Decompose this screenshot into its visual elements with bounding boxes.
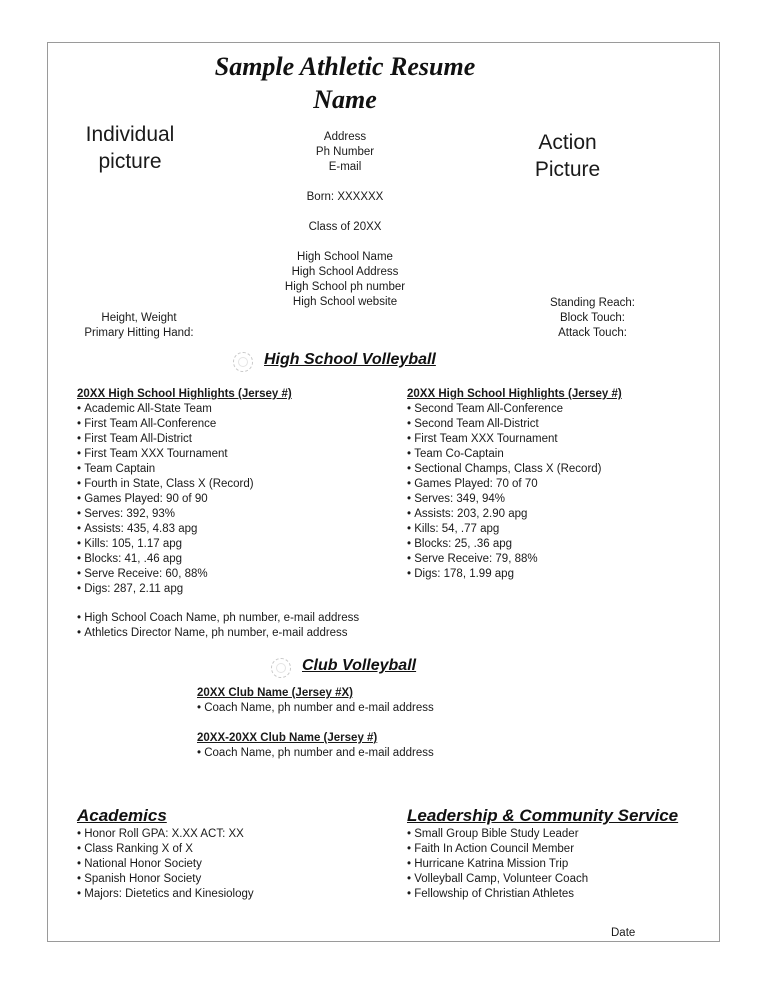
list-item: • Blocks: 41, .46 apg: [77, 552, 292, 567]
individual-picture-placeholder: Individual picture: [85, 123, 175, 173]
list-item: • Kills: 54, .77 apg: [407, 522, 622, 537]
list-item: • First Team XXX Tournament: [407, 432, 622, 447]
list-item: • Digs: 178, 1.99 apg: [407, 567, 622, 582]
list-item: • Spanish Honor Society: [77, 872, 254, 887]
list-item: • Second Team All-District: [407, 417, 622, 432]
list-item: • Games Played: 70 of 70: [407, 477, 622, 492]
list-item: • Sectional Champs, Class X (Record): [407, 462, 622, 477]
list-item: • Second Team All-Conference: [407, 402, 622, 417]
list-item: • Kills: 105, 1.17 apg: [77, 537, 292, 552]
list-item: • Coach Name, ph number and e-mail address: [197, 746, 434, 761]
academics-heading: Academics: [77, 806, 167, 825]
leadership-heading: Leadership & Community Service: [407, 806, 679, 825]
leadership-list: [407, 827, 588, 902]
physical-stats: Height, Weight Primary Hitting Hand:: [84, 312, 194, 339]
volleyball-icon: [271, 658, 291, 678]
list-item: • Serve Receive: 79, 88%: [407, 552, 622, 567]
volleyball-icon: [233, 352, 253, 372]
high-school-volleyball-heading: High School Volleyball: [264, 351, 436, 368]
list-item: • Assists: 435, 4.83 apg: [77, 522, 292, 537]
high-school-highlights-right: [407, 387, 622, 582]
list-item: • Assists: 203, 2.90 apg: [407, 507, 622, 522]
highlights-title: 20XX High School Highlights (Jersey #): [407, 388, 622, 400]
academics-list: [77, 827, 254, 902]
list-item: • Small Group Bible Study Leader: [407, 827, 588, 842]
list-item: • First Team All-District: [77, 432, 292, 447]
list-item: • High School Coach Name, ph number, e-mail address: [77, 611, 359, 626]
list-item: • Fellowship of Christian Athletes: [407, 887, 588, 902]
list-item: • Athletics Director Name, ph number, e-mail address: [77, 626, 359, 641]
class-year: Class of 20XX: [308, 221, 382, 233]
list-item: • First Team All-Conference: [77, 417, 292, 432]
born-date: Born: XXXXXX: [306, 191, 384, 203]
list-item: • Serves: 349, 94%: [407, 492, 622, 507]
school-contacts: [77, 611, 359, 641]
list-item: • National Honor Society: [77, 857, 254, 872]
contact-info: Address Ph Number E-mail: [315, 131, 375, 173]
list-item: • Team Co-Captain: [407, 447, 622, 462]
club-entry: [197, 686, 434, 716]
list-item: • First Team XXX Tournament: [77, 447, 292, 462]
list-item: • Hurricane Katrina Mission Trip: [407, 857, 588, 872]
club-entry-title: 20XX Club Name (Jersey #X): [197, 687, 353, 699]
resume-title: Sample Athletic Resume: [214, 52, 476, 81]
high-school-highlights-left: [77, 387, 292, 597]
list-item: • Blocks: 25, .36 apg: [407, 537, 622, 552]
list-item: • Serves: 392, 93%: [77, 507, 292, 522]
club-volleyball-heading: Club Volleyball: [302, 657, 417, 674]
athlete-name: Name: [313, 85, 377, 114]
club-entry: [197, 731, 434, 761]
list-item: • Academic All-State Team: [77, 402, 292, 417]
list-item: • Class Ranking X of X: [77, 842, 254, 857]
list-item: • Faith In Action Council Member: [407, 842, 588, 857]
list-item: • Majors: Dietetics and Kinesiology: [77, 887, 254, 902]
date-label: Date: [611, 927, 636, 939]
reach-stats: Standing Reach: Block Touch: Attack Touch:: [549, 297, 636, 339]
list-item: • Fourth in State, Class X (Record): [77, 477, 292, 492]
list-item: • Volleyball Camp, Volunteer Coach: [407, 872, 588, 887]
action-picture-placeholder: Action Picture: [534, 131, 601, 181]
list-item: • Coach Name, ph number and e-mail address: [197, 701, 434, 716]
list-item: • Digs: 287, 2.11 apg: [77, 582, 292, 597]
high-school-info: High School Name High School Address High School ph number High School website: [284, 251, 406, 308]
list-item: • Games Played: 90 of 90: [77, 492, 292, 507]
club-entry-title: 20XX-20XX Club Name (Jersey #): [197, 732, 378, 744]
list-item: • Team Captain: [77, 462, 292, 477]
list-item: • Serve Receive: 60, 88%: [77, 567, 292, 582]
highlights-title: 20XX High School Highlights (Jersey #): [77, 388, 292, 400]
list-item: • Honor Roll GPA: X.XX ACT: XX: [77, 827, 254, 842]
